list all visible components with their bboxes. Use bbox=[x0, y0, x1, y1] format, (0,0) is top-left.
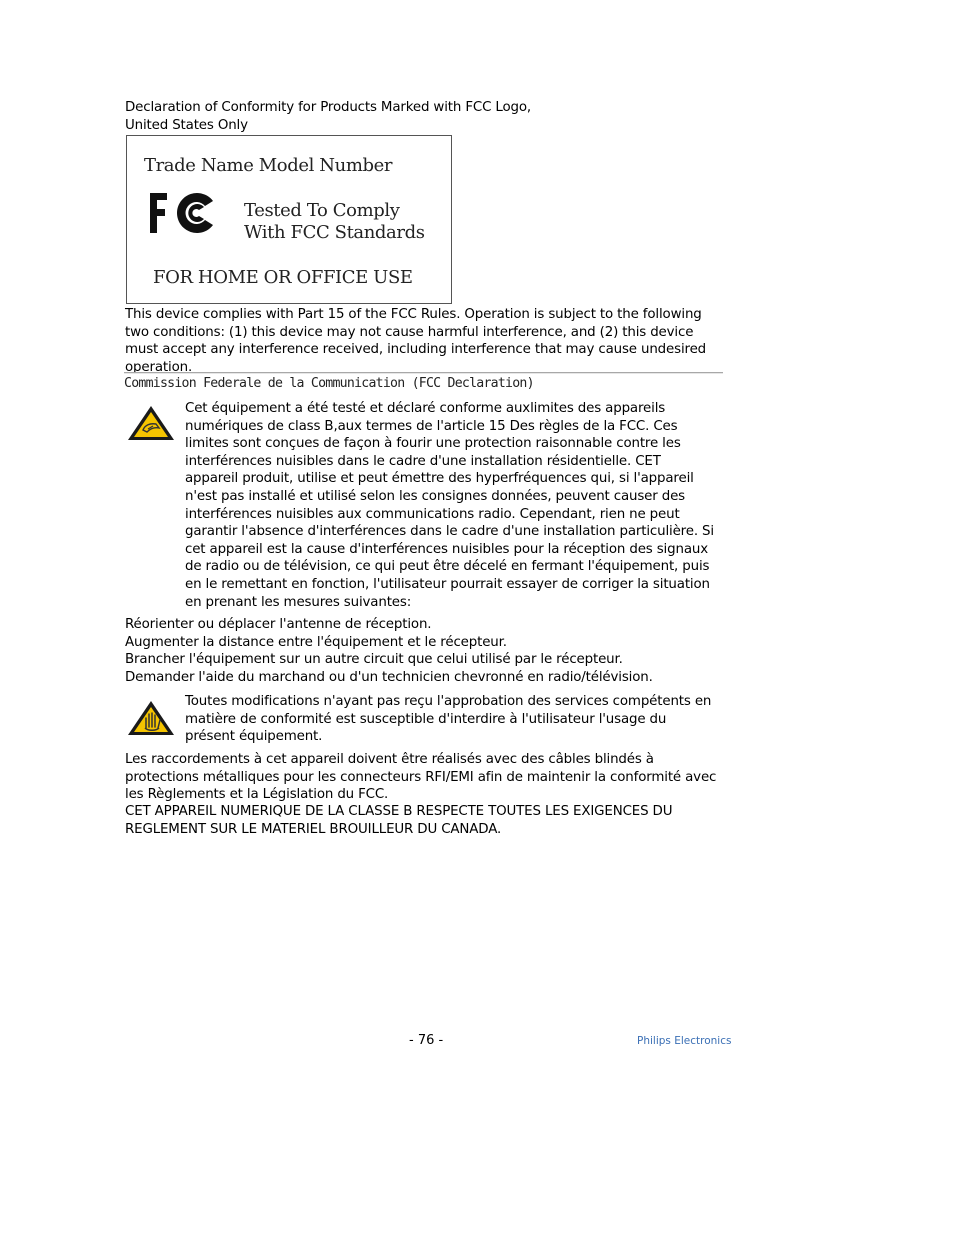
canada-paragraph: CET APPAREIL NUMERIQUE DE LA CLASSE B RESPECTE TOUTES LES EXIGENCES DU REGLEMENT SUR LE MATERIEL BROUILLEUR DU CANADA. bbox=[125, 804, 673, 837]
list-item: Augmenter la distance entre l'équipement et le récepteur. bbox=[125, 634, 507, 650]
intro-text bbox=[125, 99, 725, 134]
intro-line-1: Declaration of Conformity for Products Marked with FCC Logo, bbox=[125, 100, 531, 115]
intro-line-2: United States Only bbox=[125, 117, 248, 133]
fcc-logo-icon bbox=[147, 188, 217, 238]
tested-line-2: With FCC Standards bbox=[244, 222, 425, 243]
page-number: - 76 - bbox=[409, 1033, 444, 1048]
footer-company: Philips Electronics bbox=[637, 1035, 732, 1047]
home-office-use-text: FOR HOME OR OFFICE USE bbox=[153, 267, 413, 288]
trade-name-model-number: Trade Name Model Number bbox=[144, 155, 393, 176]
tested-line-1: Tested To Comply bbox=[244, 200, 400, 221]
french-section-heading: Commission Federale de la Communication (FCC Declaration) bbox=[124, 376, 534, 391]
list-item: Réorienter ou déplacer l'antenne de réception. bbox=[125, 617, 432, 632]
tested-to-comply-text bbox=[244, 200, 425, 244]
measures-list bbox=[125, 616, 725, 686]
section-divider bbox=[124, 372, 723, 374]
warning-paragraph-2: Toutes modifications n'ayant pas reçu l'approbation des services compétents en matière de conformité est susceptible d'interdire à l'utilisateur l'usage du présent équipement. bbox=[185, 694, 712, 745]
compliance-paragraph: This device complies with Part 15 of the FCC Rules. Operation is subject to the following two conditions: (1) this device may not cause harmful interference, and (2) this device must accept any interference received, including interference that may cause undesired operation. bbox=[125, 307, 707, 375]
list-item: Demander l'aide du marchand ou d'un technicien chevronné en radio/télévision. bbox=[125, 669, 653, 685]
fcc-label-box bbox=[126, 135, 452, 304]
warning-triangle-icon bbox=[126, 698, 176, 738]
warning-paragraph-1: Cet équipement a été testé et déclaré conforme auxlimites des appareils numériques de class B,aux termes de l'article 15 Des règles de la FCC. Ces limites sont conçues de façon à fourir une protection raisonnable contre les interférences nuisibles dans le cadre d'une installation résidentielle. CET appareil produit, utilise et peut émettre des hyperfréquences qui, si l'appareil n'est pas installé et utilisé selon les consignes données, peuvent causer des interférences nuisibles aux communications radio. Cependant, rien ne peut garantir l'absence d'interférences dans le cadre d'une installation particulière. Si cet appareil est la cause d'interférences nuisibles pour la réception des signaux de radio ou de télévision, ce qui peut être décelé en fermant l'équipement, puis en le remettant en fonction, l'utilisateur pourrait essayer de corriger la situation en prenant les mesures suivantes: bbox=[185, 401, 714, 610]
warning-triangle-icon bbox=[126, 403, 176, 443]
list-item: Brancher l'équipement sur un autre circuit que celui utilisé par le récepteur. bbox=[125, 652, 623, 668]
cables-paragraph: Les raccordements à cet appareil doivent être réalisés avec des câbles blindés à protections métalliques pour les connecteurs RFI/EMI afin de maintenir la conformité avec les Règlements et la Législation du FCC. bbox=[125, 752, 717, 803]
